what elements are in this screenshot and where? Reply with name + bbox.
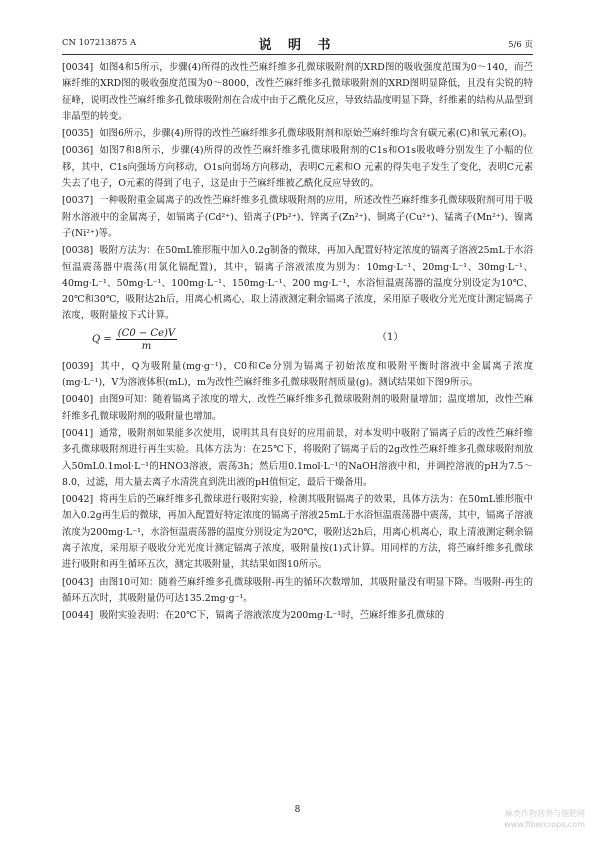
equation-number: （1） xyxy=(377,331,404,343)
paragraph-id: [0040] xyxy=(62,394,94,406)
watermark xyxy=(504,808,585,830)
paragraph-id: [0039] xyxy=(62,360,94,372)
patent-number: CN 107213875 A xyxy=(62,38,137,48)
paragraph-0035 xyxy=(62,126,533,142)
formula-block xyxy=(62,326,533,356)
paragraph-id: [0035] xyxy=(62,128,94,140)
formula-numerator: (C0 − Ce)V xyxy=(117,327,176,339)
adsorption-formula xyxy=(92,328,177,352)
page-header xyxy=(62,34,533,55)
paragraph-id: [0043] xyxy=(62,576,94,588)
watermark-url: www.fibercrops.com xyxy=(504,820,585,829)
paragraph-id: [0038] xyxy=(62,245,94,257)
paragraph-text: 由图10可知：随着苎麻纤维多孔微球吸附-再生的循环次数增加，其吸附量没有明显下降。当吸附-再生的循环五次时，其吸附量仍可达135.2mg·g⁻¹。 xyxy=(62,576,533,604)
paragraph-0036 xyxy=(62,143,533,192)
paragraph-text: 如图6所示，步骤(4)所得的改性苎麻纤维多孔微球吸附剂和原始苎麻纤维均含有碳元素(C)和氧元素(O)。 xyxy=(99,128,533,140)
paragraph-text: 如图4和5所示，步骤(4)所得的改性苎麻纤维多孔微球吸附剂的XRD图的吸收强度范围为0～140，而苎麻纤维的XRD图的吸收强度范围为0～8000，改性苎麻纤维多孔微球吸附剂的XRD图明显降低，且没有尖锐的特征峰，说明改性苎麻纤维多孔微球吸附剂在合成中由于乙酰化反应，导致结晶度明显下降，纤维素的结构从晶型到非晶型的转变。 xyxy=(62,62,533,122)
paragraph-0040 xyxy=(62,392,533,425)
formula-denominator: m xyxy=(141,340,152,352)
paragraph-0037 xyxy=(62,193,533,242)
watermark-site-name: 麻类作物营养与施肥网 xyxy=(505,809,585,818)
paragraph-0038 xyxy=(62,243,533,324)
page-number: 8 xyxy=(294,805,301,815)
paragraph-text: 通常，吸附剂如果能多次使用，说明其具有良好的应用前景，对本发明中吸附了镉离子后的改性苎麻纤维多孔微球吸附剂进行再生实验。具体方法为：在25℃下，将吸附了镉离子后的2g改性苎麻纤维多孔微球吸附剂放入50mL0.1mol·L⁻¹的HNO3溶液，震荡3h；然后用0.1mol·L⁻¹的NaOH溶液中和，并调控溶液的pH为7.5～8.0，过滤，用大量去离子水清洗直到洗出液的pH值恒定，最后干燥备用。 xyxy=(62,427,533,488)
page-info: 5/6 页 xyxy=(508,40,533,50)
paragraph-id: [0036] xyxy=(62,145,94,157)
formula-fraction xyxy=(116,328,177,352)
paragraph-text: 由图9可知：随着镉离子浓度的增大，改性苎麻纤维多孔微球吸附剂的吸附量增加；温度增加，改性苎麻纤维多孔微球吸附剂的吸附量也增加。 xyxy=(62,394,533,422)
paragraph-id: [0044] xyxy=(62,610,94,622)
paragraph-text: 一种吸附重金属离子的改性苎麻纤维多孔微球吸附剂的应用，所述改性苎麻纤维多孔微球吸附剂可用于吸附水溶液中的金属离子，如镉离子(Cd²⁺)、铅离子(Pb²⁺)、锌离子(Zn²⁺)、铜离子(Cu²⁺)、锰离子(Mn²⁺)、镍离子(Ni²⁺)等。 xyxy=(62,195,533,239)
paragraph-id: [0037] xyxy=(62,195,94,207)
paragraph-text: 吸附实验表明：在20℃下，镉离子溶液浓度为200mg·L⁻¹时，苎麻纤维多孔微球的 xyxy=(99,610,445,622)
document-title: 说 明 书 xyxy=(258,38,337,53)
formula-lhs: Q = xyxy=(92,334,112,346)
paragraph-0041 xyxy=(62,426,533,491)
paragraph-0043 xyxy=(62,575,533,608)
paragraph-id: [0034] xyxy=(62,62,94,73)
paragraph-text: 如图7和8所示，步骤(4)所得的改性苎麻纤维多孔微球吸附剂的C1s和O1s吸收峰分别发生了小幅的位移，其中，C1s向强场方向移动，O1s向弱场方向移动，表明C元素和O 元素的得失电子发生了变化，表明C元素失去了电子，O元素的得到了电子，这是由于苎麻纤维被乙酰化反应导致的。 xyxy=(62,145,533,190)
paragraph-text: 将再生后的苎麻纤维多孔微球进行吸附实验，检测其吸附镉离子的效果，具体方法为：在50mL锥形瓶中加入0.2g再生后的微球，再加入配置好特定浓度的镉离子溶液25mL于水浴恒温震荡器中震荡，其中，镉离子溶液浓度为200mg·L⁻¹，水浴恒温震荡器的温度分别设定为20℃，吸附达2h后，用离心机离心，取上清液测定剩余镉离子浓度，采用原子吸收分光光度计测定镉离子浓度，吸附量按(1)式计算。用同样的方法，将苎麻纤维多孔微球进行吸附和再生循环五次，测定其吸附量，其结果如图10所示。 xyxy=(62,494,533,571)
paragraph-0044 xyxy=(62,608,533,624)
paragraph-id: [0041] xyxy=(62,427,94,439)
paragraph-id: [0042] xyxy=(62,494,94,506)
paragraph-0042 xyxy=(62,492,533,573)
paragraph-text: 其中，Q为吸附量(mg·g⁻¹)，C0和Ce分别为镉离子初始浓度和吸附平衡时溶液中金属离子浓度(mg·L⁻¹)，V为溶液体积(mL)，m为改性苎麻纤维多孔微球吸附剂质量(g)。测试结果如下图9所示。 xyxy=(62,360,533,389)
paragraph-text: 吸附方法为：在50mL锥形瓶中加入0.2g制备的微球，再加入配置好特定浓度的镉离子溶液25mL于水浴恒温震荡器中震荡(用氯化镉配置)，其中，镉离子溶液浓度为别为：10mg·L⁻¹、20mg·L⁻¹、30mg·L⁻¹、40mg·L⁻¹、50mg·L⁻¹、100mg·L⁻¹、150mg·L⁻¹、200 mg·L⁻¹，水浴恒温震荡器的温度分别设定为10℃、20℃和30℃，吸附达2h后，用离心机离心，取上清液测定剩余镉离子浓度，采用原子吸收分光光度计测定镉离子浓度，吸附量按下式计算。 xyxy=(62,245,533,322)
paragraph-0039 xyxy=(62,359,533,392)
paragraph-0034 xyxy=(62,60,533,125)
document-body xyxy=(62,60,533,626)
